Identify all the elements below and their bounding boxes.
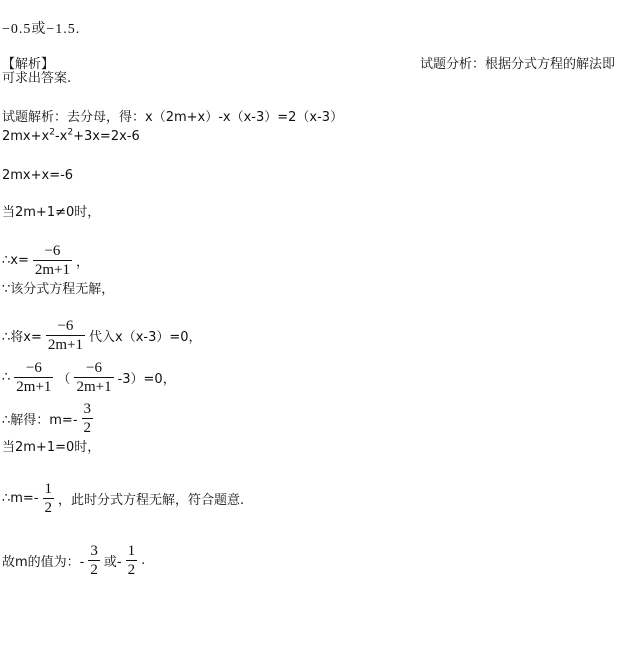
step-substitute-suffix: 代入x（x-3）=0， — [89, 330, 202, 345]
final-frac1-denominator: 2 — [90, 562, 98, 578]
fraction-x-numerator: −6 — [33, 242, 72, 261]
fraction-sub-numerator: −6 — [46, 317, 85, 336]
final-answer — [2, 542, 145, 579]
final-frac2-denominator: 2 — [127, 562, 136, 578]
fraction-x-denominator: 2m+1 — [34, 262, 70, 278]
step-substituted-mid: （ — [57, 372, 71, 387]
step-m-half-suffix: ，此时分式方程无解，符合题意. — [58, 493, 245, 508]
step-m-half — [2, 480, 244, 517]
step-expand-sup1: 2 — [49, 127, 55, 138]
fraction-m1-numerator: 3 — [83, 401, 92, 417]
step-solve-m-prefix: ∴解得：m=- — [2, 413, 78, 428]
step-expand-a: 2mx+x — [2, 129, 50, 144]
step-substituted-equation — [2, 359, 176, 396]
fraction-m2-denominator: 2 — [44, 500, 53, 516]
step-substitute-prefix: ∴将x= — [2, 330, 42, 345]
step-expand — [2, 129, 140, 145]
fraction-sub-denominator: 2m+1 — [47, 337, 83, 353]
step-no-solution: ∵该分式方程无解， — [2, 282, 115, 297]
analysis-summary-continued: 可求出答案. — [2, 71, 72, 86]
analysis-label: 【解析】 — [2, 57, 55, 72]
fraction-m1-denominator: 2 — [83, 420, 92, 436]
fraction-x-substitute — [46, 317, 85, 354]
step-solve-x-suffix: ， — [76, 255, 90, 270]
step-simplify: 2mx+x=-6 — [2, 168, 74, 183]
fraction-x — [33, 242, 72, 279]
final-frac2-numerator: 1 — [127, 543, 136, 559]
fraction-sub-b-numerator: −6 — [74, 359, 113, 378]
step-substituted-prefix: ∴ — [2, 370, 11, 385]
final-fraction-half — [126, 542, 138, 579]
fraction-sub-a-numerator: −6 — [14, 359, 53, 378]
fraction-m-three-halves — [82, 400, 94, 437]
step-m-half-prefix: ∴m=- — [2, 491, 39, 506]
fraction-m2-numerator: 1 — [44, 481, 53, 497]
final-frac1-numerator: 3 — [90, 543, 98, 559]
fraction-sub-a-denominator: 2m+1 — [16, 379, 52, 395]
step-case-nonzero: 当2m+1≠0时， — [2, 205, 101, 220]
step-substituted-suffix: -3）=0， — [117, 372, 176, 387]
step-case-zero: 当2m+1=0时， — [2, 440, 101, 455]
final-answer-prefix: 故m的值为：- — [2, 555, 85, 570]
answer-line: −0.5或−1.5. — [2, 22, 81, 37]
analysis-summary: 试题分析：根据分式方程的解法即 — [420, 57, 616, 72]
fraction-sub-a — [14, 359, 53, 396]
fraction-sub-b — [74, 359, 113, 396]
final-answer-mid: 或- — [103, 555, 122, 570]
fraction-sub-b-denominator: 2m+1 — [76, 379, 112, 395]
step-solve-x-prefix: ∴x= — [2, 253, 29, 268]
step-substitute — [2, 317, 202, 354]
step-expand-c: +3x=2x-6 — [73, 129, 140, 144]
step-solve-x — [2, 242, 89, 279]
step-solve-m — [2, 400, 97, 437]
final-fraction-three-halves — [88, 542, 100, 579]
step-expand-b: -x — [54, 129, 68, 144]
final-answer-suffix: . — [141, 553, 146, 568]
fraction-m-half — [43, 480, 55, 517]
step-expand-sup2: 2 — [67, 127, 74, 138]
step-clear-denominator: 试题解析：去分母，得：x（2m+x）-x（x-3）=2（x-3） — [2, 110, 344, 125]
